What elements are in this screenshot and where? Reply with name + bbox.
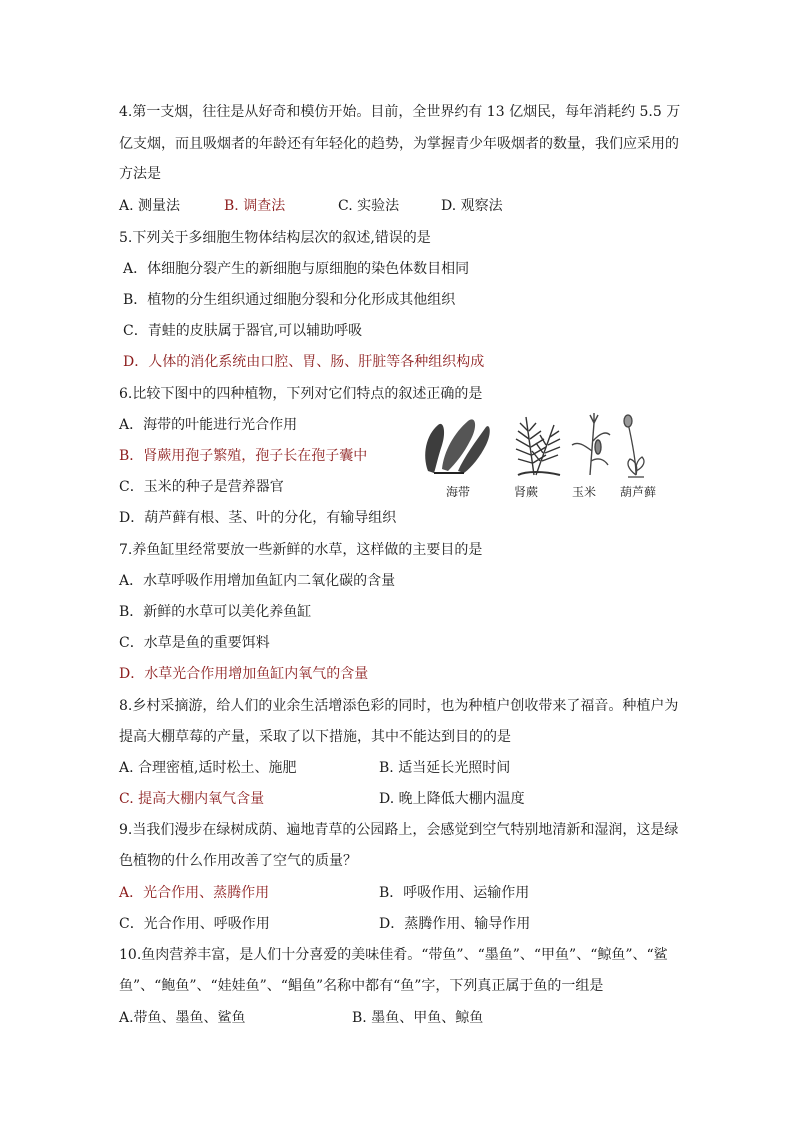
q4-option-c: C. 实验法 [338, 198, 400, 214]
q4-stem-line1: 4.第一支烟，往往是从好奇和模仿开始。目前，全世界约有 13 亿烟民，每年消耗约 5.5 万 [119, 104, 681, 120]
q5-option-d: D．人体的消化系统由口腔、胃、肠、肝脏等各种组织构成 [123, 354, 485, 370]
q9-stem-line1: 9.当我们漫步在绿树成荫、遍地青草的公园路上，会感觉到空气特别地清新和湿润，这是绿 [119, 822, 679, 838]
q9-option-b: B．呼吸作用、运输作用 [379, 885, 530, 901]
plants-illustration [414, 411, 674, 481]
q5-option-c: C．青蛙的皮肤属于器官,可以辅助呼吸 [123, 323, 363, 339]
q8-option-b: B. 适当延长光照时间 [379, 760, 511, 776]
q9-stem-line2: 色植物的什么作用改善了空气的质量？ [119, 853, 357, 869]
q7-option-c: C．水草是鱼的重要饵料 [119, 635, 270, 651]
q7-option-b: B．新鲜的水草可以美化养鱼缸 [119, 604, 312, 620]
q8-option-c: C. 提高大棚内氧气含量 [119, 791, 265, 807]
q4-option-a: A. 测量法 [119, 198, 181, 214]
q4-option-d: D. 观察法 [441, 198, 503, 214]
q9-option-a: A．光合作用、蒸腾作用 [119, 885, 270, 901]
q5-option-a: A．体细胞分裂产生的新细胞与原细胞的染色体数目相同 [123, 261, 470, 277]
q8-option-d: D. 晚上降低大棚内温度 [379, 791, 525, 807]
q4-stem-line2: 亿支烟，而且吸烟者的年龄还有年轻化的趋势，为掌握青少年吸烟者的数量，我们应采用的 [119, 136, 679, 152]
q7-option-d: D．水草光合作用增加鱼缸内氧气的含量 [119, 666, 369, 682]
q10-stem-line1: 10.鱼肉营养丰富，是人们十分喜爱的美味佳肴。“带鱼”、“墨鱼”、“甲鱼”、“鲸鱼”、“鲨 [119, 947, 668, 963]
label-kelp: 海带 [446, 485, 471, 499]
q9-option-d: D．蒸腾作用、输导作用 [379, 916, 531, 932]
label-fern: 肾蕨 [514, 485, 539, 499]
q6-option-a: A．海带的叶能进行光合作用 [119, 417, 298, 433]
corn-drawing [572, 413, 610, 475]
q6-option-d: D．葫芦藓有根、茎、叶的分化，有输导组织 [119, 510, 397, 526]
q5-option-b: B．植物的分生组织通过细胞分裂和分化形成其他组织 [123, 292, 456, 308]
q6-option-b: B．肾蕨用孢子繁殖，孢子长在孢子囊中 [119, 448, 368, 464]
q6-option-c: C．玉米的种子是营养器官 [119, 479, 284, 495]
q5-stem: 5.下列关于多细胞生物体结构层次的叙述,错误的是 [119, 230, 431, 246]
label-moss: 葫芦藓 [620, 485, 657, 499]
label-corn: 玉米 [572, 485, 597, 499]
q7-stem: 7.养鱼缸里经常要放一些新鲜的水草，这样做的主要目的是 [119, 542, 483, 558]
q4-option-b: B. 调查法 [224, 198, 286, 214]
moss-drawing [624, 415, 644, 477]
q10-option-a: A.带鱼、墨鱼、鲨鱼 [119, 1010, 246, 1026]
q6-stem: 6.比较下图中的四种植物，下列对它们特点的叙述正确的是 [119, 386, 483, 402]
q8-stem-line2: 提高大棚草莓的产量，采取了以下措施，其中不能达到目的的是 [119, 729, 511, 745]
q9-option-c: C．光合作用、呼吸作用 [119, 916, 270, 932]
q4-stem-line3: 方法是 [119, 166, 161, 182]
q10-option-b: B. 墨鱼、甲鱼、鲸鱼 [352, 1010, 484, 1026]
kelp-drawing [425, 419, 490, 473]
plants-figure [414, 411, 674, 501]
q8-option-a: A. 合理密植,适时松土、施肥 [119, 760, 297, 776]
q10-stem-line2: 鱼”、“鲍鱼”、“娃娃鱼”、“鲳鱼”名称中都有“鱼”字，下列真正属于鱼的一组是 [119, 978, 604, 994]
q8-stem-line1: 8.乡村采摘游，给人们的业余生活增添色彩的同时，也为种植户创收带来了福音。种植户为 [119, 698, 679, 714]
q7-option-a: A．水草呼吸作用增加鱼缸内二氧化碳的含量 [119, 573, 396, 589]
fern-drawing [516, 417, 560, 475]
